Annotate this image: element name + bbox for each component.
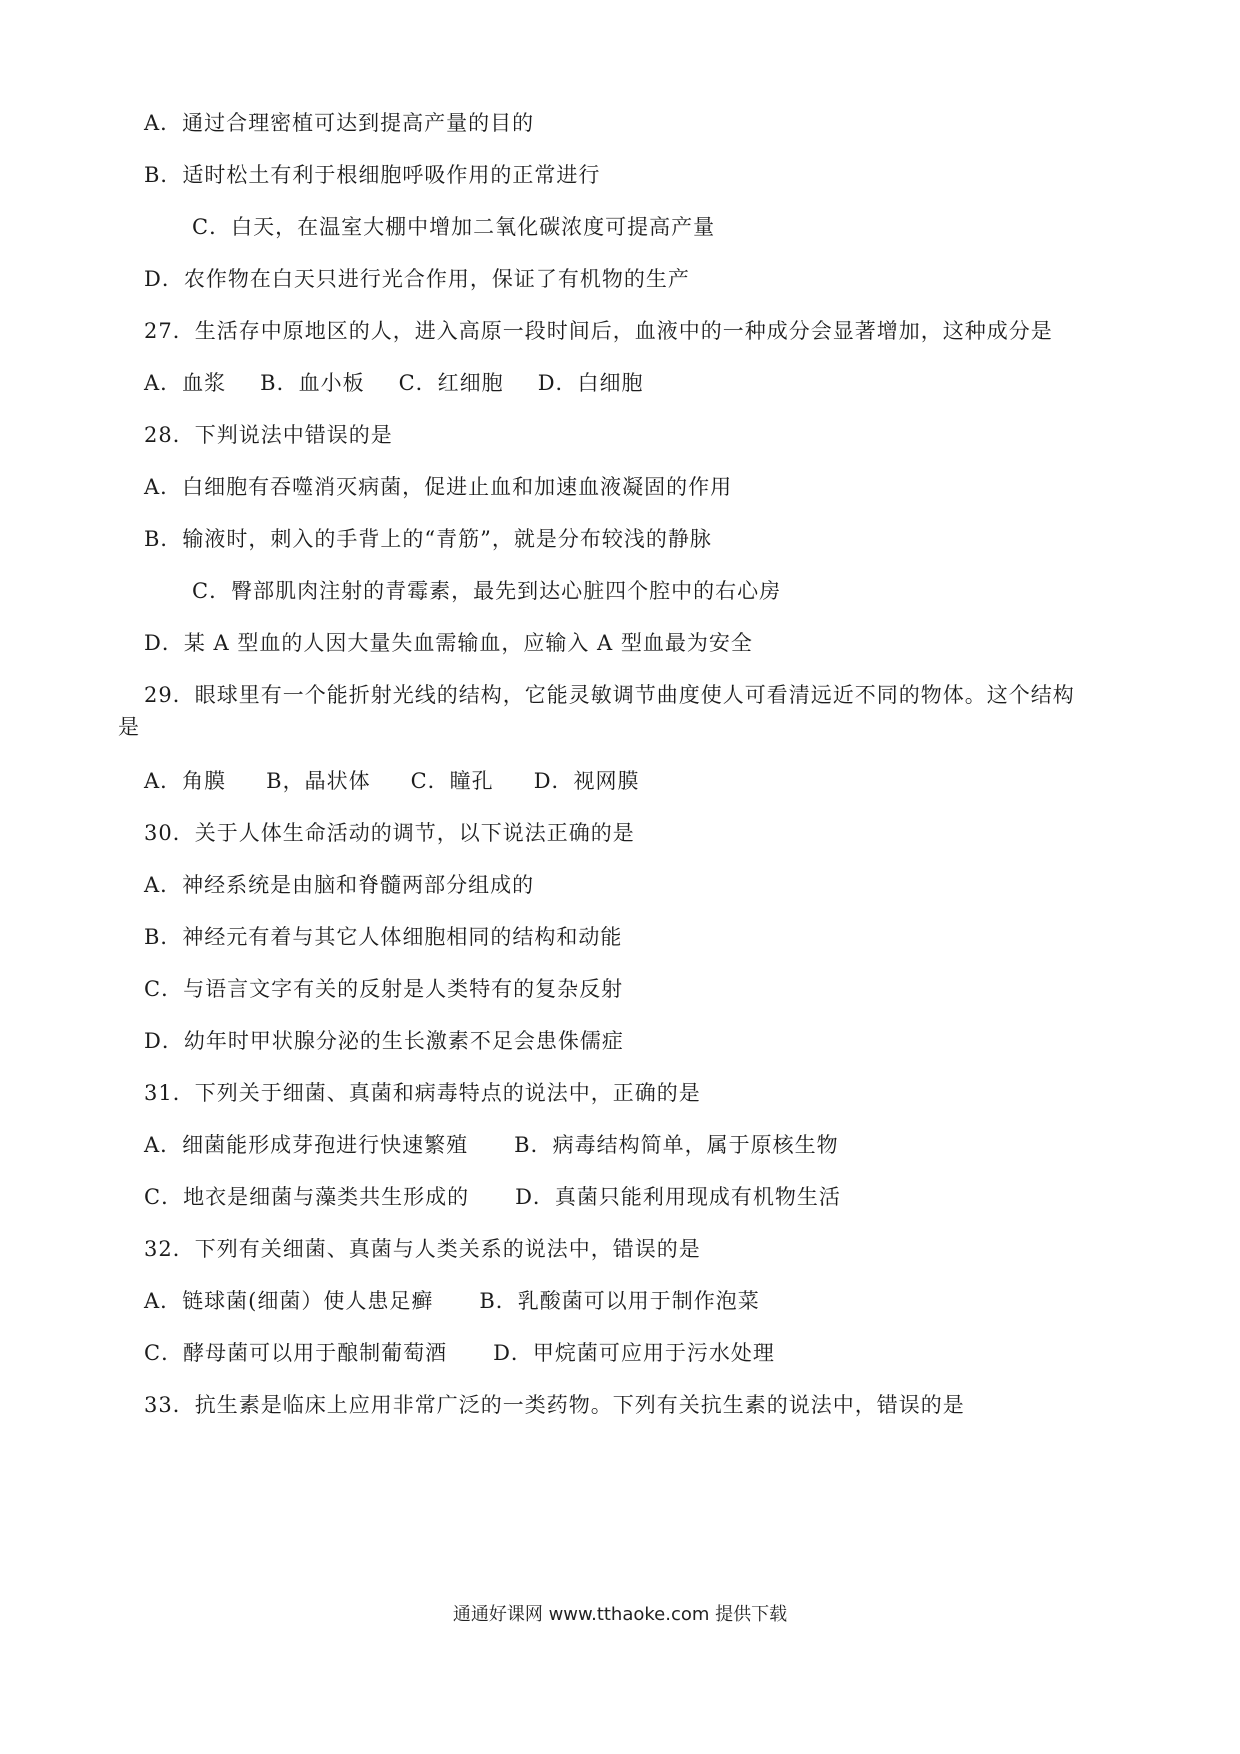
q31-option-a: A．细菌能形成芽孢进行快速繁殖: [144, 1133, 469, 1157]
q32-option-d: D．甲烷菌可应用于污水处理: [493, 1341, 775, 1365]
q32-option-b: B．乳酸菌可以用于制作泡菜: [479, 1289, 760, 1313]
q33-stem: 33．抗生素是临床上应用非常广泛的一类药物。下列有关抗生素的说法中，错误的是: [144, 1393, 965, 1417]
q27-option-d: D．白细胞: [537, 371, 644, 395]
q32-options-row2: [144, 1338, 775, 1368]
q30-option-a: A．神经系统是由脑和脊髓两部分组成的: [144, 873, 535, 897]
q31-option-b: B．病毒结构简单，属于原核生物: [514, 1133, 839, 1157]
q26-option-b: B．适时松土有利于根细胞呼吸作用的正常进行: [144, 163, 601, 187]
q28-stem: 28．下判说法中错误的是: [144, 423, 393, 447]
page-footer: 通通好课网 www.tthaoke.com 提供下载: [452, 1604, 788, 1625]
q30-option-d: D．幼年时甲状腺分泌的生长激素不足会患侏儒症: [144, 1029, 624, 1053]
q27-option-a: A．血浆: [144, 371, 227, 395]
q31-option-c: C．地衣是细菌与藻类共生形成的: [144, 1185, 470, 1209]
q26-option-d: D．农作物在白天只进行光合作用，保证了有机物的生产: [144, 267, 690, 291]
q32-options-row1: [144, 1286, 760, 1316]
q29-stem: 29．眼球里有一个能折射光线的结构，它能灵敏调节曲度使人可看清远近不同的物体。这个结构: [144, 683, 1075, 707]
q26-option-a: A．通过合理密植可达到提高产量的目的: [144, 111, 535, 135]
q28-option-d: D．某 A 型血的人因大量失血需输血，应输入 A 型血最为安全: [144, 631, 753, 655]
q29-options: [144, 766, 640, 796]
q27-stem: 27．生活存中原地区的人，进入高原一段时间后，血液中的一种成分会显著增加，这种成分是: [144, 319, 1053, 343]
q26-option-c: C．白天，在温室大棚中增加二氧化碳浓度可提高产量: [192, 215, 716, 239]
q29-option-c: C．瞳孔: [410, 769, 494, 793]
q27-option-b: B．血小板: [260, 371, 365, 395]
q29-option-d: D．视网膜: [533, 769, 640, 793]
q28-option-b: B．输液时，刺入的手背上的“青筋”，就是分布较浅的静脉: [144, 527, 712, 551]
q32-option-a: A．链球菌(细菌）使人患足癣: [144, 1289, 434, 1313]
q32-option-c: C．酵母菌可以用于酿制葡萄酒: [144, 1341, 448, 1365]
q27-options: [144, 368, 644, 398]
q29-option-b: B，晶状体: [266, 769, 371, 793]
q28-option-a: A．白细胞有吞噬消灭病菌，促进止血和加速血液凝固的作用: [144, 475, 733, 499]
q29-option-a: A．角膜: [144, 769, 227, 793]
q30-option-c: C．与语言文字有关的反射是人类特有的复杂反射: [144, 977, 624, 1001]
q27-option-c: C．红细胞: [398, 371, 504, 395]
q32-stem: 32．下列有关细菌、真菌与人类关系的说法中，错误的是: [144, 1237, 701, 1261]
q31-stem: 31．下列关于细菌、真菌和病毒特点的说法中，正确的是: [144, 1081, 701, 1105]
q29-stem-continued: 是: [118, 715, 140, 739]
q30-stem: 30．关于人体生命活动的调节，以下说法正确的是: [144, 821, 635, 845]
q31-options-row1: [144, 1130, 839, 1160]
q30-option-b: B．神经元有着与其它人体细胞相同的结构和动能: [144, 925, 623, 949]
q31-option-d: D．真菌只能利用现成有机物生活: [515, 1185, 841, 1209]
q31-options-row2: [144, 1182, 841, 1212]
q28-option-c: C．臀部肌肉注射的青霉素，最先到达心脏四个腔中的右心房: [192, 579, 782, 603]
